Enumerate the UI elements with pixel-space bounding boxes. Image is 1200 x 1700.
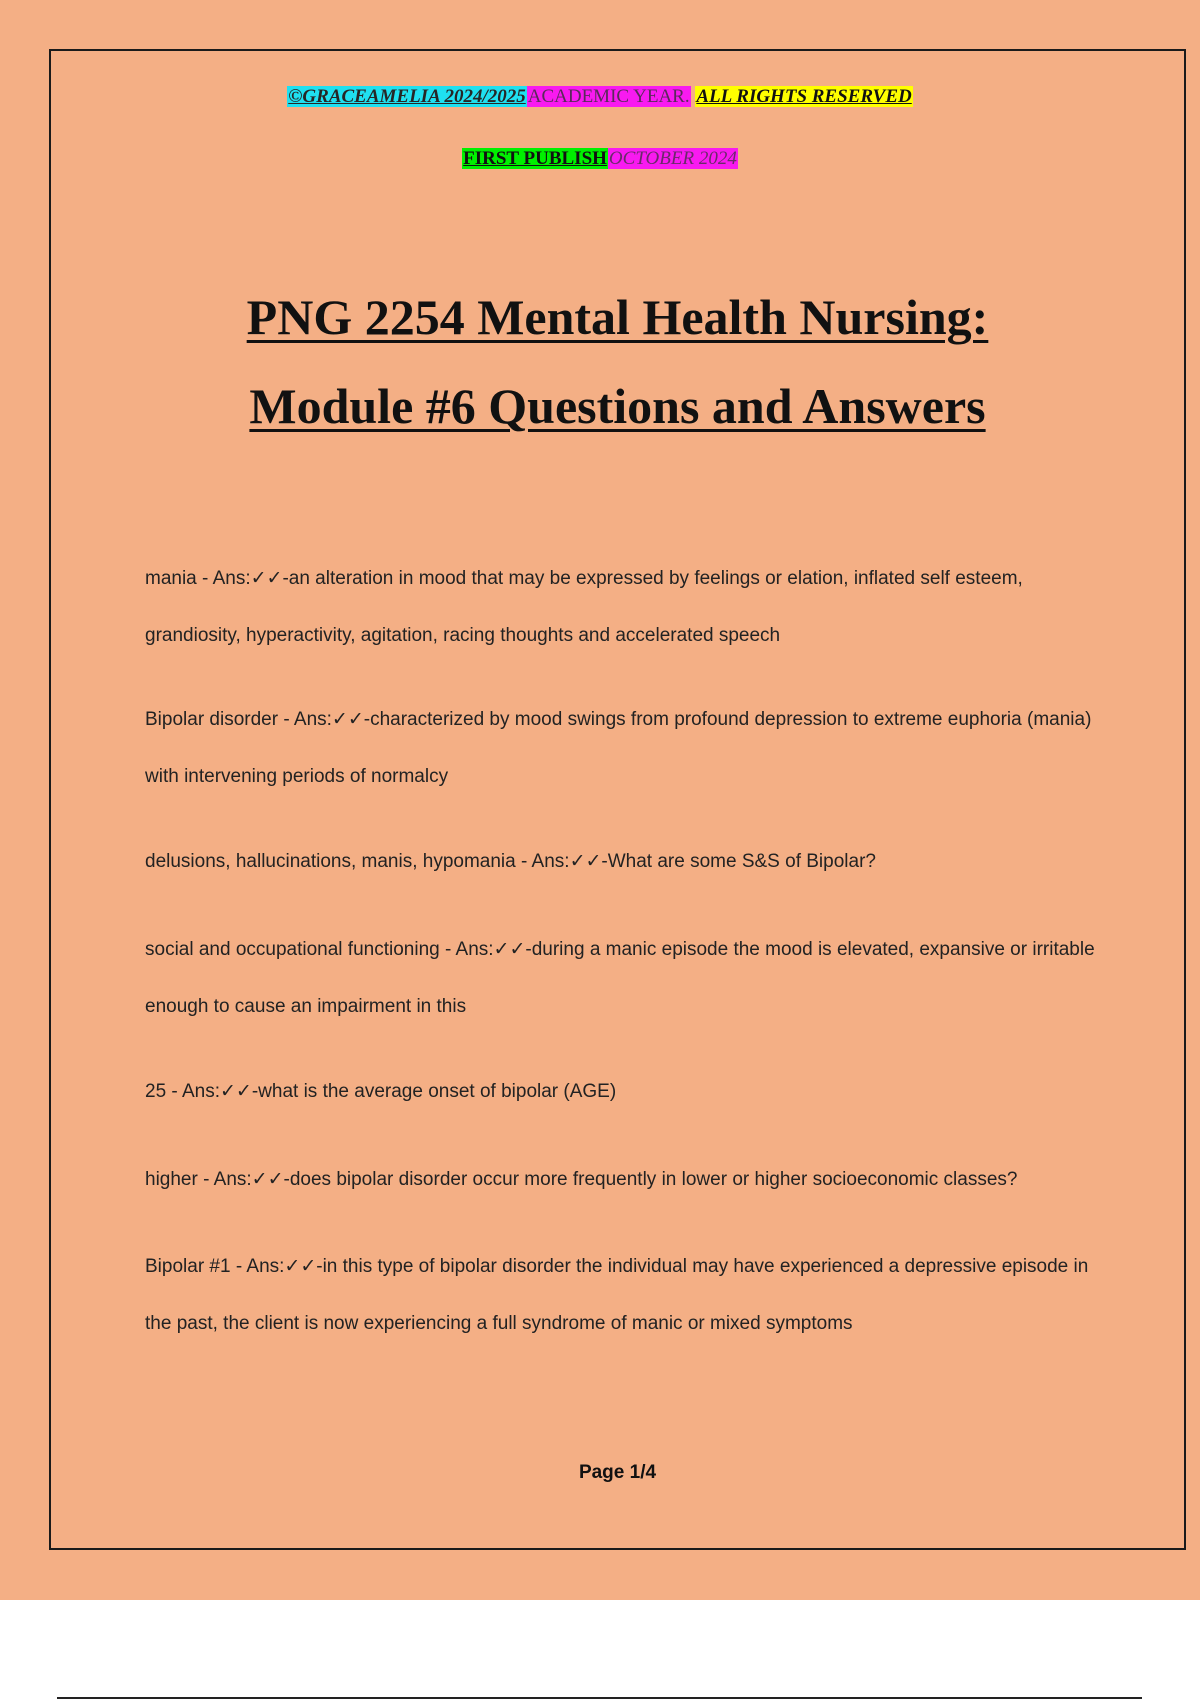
bottom-divider — [57, 1697, 1142, 1699]
qa-item: delusions, hallucinations, manis, hypomania - Ans:✓✓-What are some S&S of Bipolar? — [145, 851, 876, 872]
academic-year-text: ACADEMIC YEAR. — [527, 86, 690, 107]
document-title-line2: Module #6 Questions and Answers — [249, 378, 986, 434]
copyright-text: ©GRACEAMELIA 2024/2025 — [288, 86, 526, 107]
publish-date-text: OCTOBER 2024 — [608, 148, 737, 169]
publish-header — [0, 148, 1200, 170]
qa-item: Bipolar disorder - Ans:✓✓-characterized by mood swings from profound depression to extreme euphoria (mania) with intervening periods of normalcy — [145, 709, 1092, 787]
qa-item: 25 - Ans:✓✓-what is the average onset of bipolar (AGE) — [145, 1081, 617, 1102]
page-number: Page 1/4 — [578, 1462, 657, 1483]
rights-reserved-text: ALL RIGHTS RESERVED — [696, 86, 912, 107]
qa-item: Bipolar #1 - Ans:✓✓-in this type of bipolar disorder the individual may have experienced a depressive episode in the past, the client is now experiencing a full syndrome of manic or mixed symptoms — [145, 1256, 1089, 1334]
first-publish-text: FIRST PUBLISH — [463, 148, 607, 169]
qa-item: mania - Ans:✓✓-an alteration in mood that may be expressed by feelings or elation, inflated self esteem, grandiosity, hyperactivity, agitation, racing thoughts and accelerated speech — [145, 568, 1023, 646]
copyright-header — [0, 86, 1200, 108]
document-title-line1: PNG 2254 Mental Health Nursing: — [246, 289, 989, 345]
qa-item: higher - Ans:✓✓-does bipolar disorder occur more frequently in lower or higher socioeconomic classes? — [145, 1169, 1018, 1190]
qa-item: social and occupational functioning - Ans:✓✓-during a manic episode the mood is elevated, expansive or irritable enough to cause an impairment in this — [145, 939, 1095, 1017]
